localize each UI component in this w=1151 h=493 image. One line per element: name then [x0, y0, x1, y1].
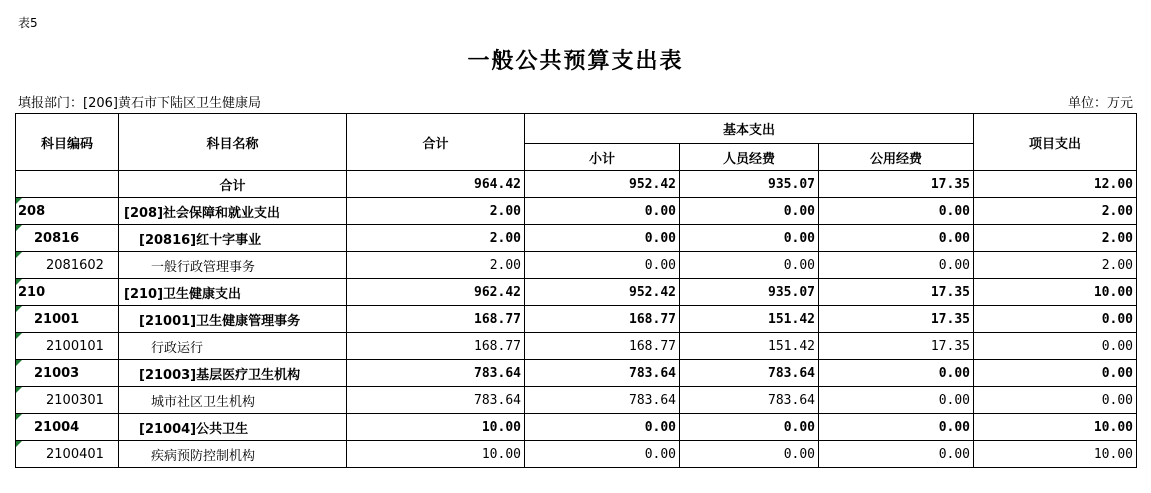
cell-personnel: 0.00	[680, 252, 819, 279]
table-row	[16, 252, 1137, 279]
cell-subtotal: 783.64	[525, 360, 680, 387]
cell-personnel: 151.42	[680, 333, 819, 360]
cell-project: 2.00	[974, 198, 1137, 225]
department-label: 填报部门：[206]黄石市下陆区卫生健康局	[18, 96, 261, 111]
cell-total: 964.42	[347, 171, 525, 198]
cell-project: 10.00	[974, 279, 1137, 306]
cell-project: 2.00	[974, 225, 1137, 252]
cell-public: 0.00	[819, 387, 974, 414]
header-basic: 基本支出	[525, 114, 974, 144]
page-title: 一般公共预算支出表	[467, 48, 684, 74]
cell-project: 2.00	[974, 252, 1137, 279]
unit-label: 单位：万元	[1067, 96, 1133, 111]
header-project: 项目支出	[974, 114, 1137, 171]
cell-name: [208]社会保障和就业支出	[119, 198, 347, 225]
cell-name: [20816]红十字事业	[119, 225, 347, 252]
cell-code: 21003	[16, 360, 119, 387]
cell-code: 2100401	[16, 441, 119, 468]
cell-public: 0.00	[819, 360, 974, 387]
table-row	[16, 306, 1137, 333]
cell-subtotal: 168.77	[525, 333, 680, 360]
cell-code: 21001	[16, 306, 119, 333]
cell-project: 12.00	[974, 171, 1137, 198]
cell-total: 10.00	[347, 414, 525, 441]
cell-subtotal: 952.42	[525, 279, 680, 306]
header-total: 合计	[347, 114, 525, 171]
cell-code: 210	[16, 279, 119, 306]
header-code: 科目编码	[16, 114, 119, 171]
cell-subtotal: 0.00	[525, 414, 680, 441]
cell-code: 2081602	[16, 252, 119, 279]
cell-subtotal: 0.00	[525, 225, 680, 252]
cell-total: 168.77	[347, 306, 525, 333]
table-row	[16, 225, 1137, 252]
cell-public: 0.00	[819, 414, 974, 441]
cell-project: 10.00	[974, 441, 1137, 468]
cell-total: 2.00	[347, 225, 525, 252]
cell-personnel: 783.64	[680, 387, 819, 414]
cell-public: 0.00	[819, 198, 974, 225]
cell-personnel: 935.07	[680, 279, 819, 306]
cell-personnel: 935.07	[680, 171, 819, 198]
cell-total: 168.77	[347, 333, 525, 360]
cell-subtotal: 0.00	[525, 441, 680, 468]
cell-personnel: 0.00	[680, 225, 819, 252]
cell-total: 10.00	[347, 441, 525, 468]
cell-name: 一般行政管理事务	[119, 252, 347, 279]
cell-public: 17.35	[819, 171, 974, 198]
table-row	[16, 333, 1137, 360]
table-tag: 表5	[18, 16, 38, 30]
cell-subtotal: 783.64	[525, 387, 680, 414]
budget-table	[15, 113, 1137, 468]
table-row	[16, 414, 1137, 441]
cell-public: 17.35	[819, 306, 974, 333]
cell-name: 行政运行	[119, 333, 347, 360]
cell-code: 20816	[16, 225, 119, 252]
header-subtotal: 小计	[525, 144, 680, 171]
cell-subtotal: 0.00	[525, 198, 680, 225]
header-public: 公用经费	[819, 144, 974, 171]
cell-code: 2100101	[16, 333, 119, 360]
table-row	[16, 360, 1137, 387]
cell-total: 2.00	[347, 252, 525, 279]
table-row	[16, 198, 1137, 225]
cell-personnel: 783.64	[680, 360, 819, 387]
cell-name: [21004]公共卫生	[119, 414, 347, 441]
cell-total: 783.64	[347, 387, 525, 414]
cell-name: [21001]卫生健康管理事务	[119, 306, 347, 333]
cell-project: 0.00	[974, 360, 1137, 387]
cell-name: 合计	[119, 171, 347, 198]
cell-name: [210]卫生健康支出	[119, 279, 347, 306]
cell-personnel: 151.42	[680, 306, 819, 333]
cell-code: 2100301	[16, 387, 119, 414]
cell-total: 783.64	[347, 360, 525, 387]
cell-personnel: 0.00	[680, 198, 819, 225]
cell-public: 17.35	[819, 333, 974, 360]
cell-code: 208	[16, 198, 119, 225]
cell-code: 21004	[16, 414, 119, 441]
header-personnel: 人员经费	[680, 144, 819, 171]
cell-project: 0.00	[974, 333, 1137, 360]
cell-name: [21003]基层医疗卫生机构	[119, 360, 347, 387]
cell-name: 城市社区卫生机构	[119, 387, 347, 414]
cell-personnel: 0.00	[680, 441, 819, 468]
table-row	[16, 387, 1137, 414]
table-row	[16, 279, 1137, 306]
cell-public: 0.00	[819, 441, 974, 468]
cell-code	[16, 171, 119, 198]
header-name: 科目名称	[119, 114, 347, 171]
cell-total: 2.00	[347, 198, 525, 225]
cell-public: 17.35	[819, 279, 974, 306]
cell-total: 962.42	[347, 279, 525, 306]
cell-project: 0.00	[974, 387, 1137, 414]
cell-subtotal: 952.42	[525, 171, 680, 198]
cell-public: 0.00	[819, 252, 974, 279]
table-row	[16, 441, 1137, 468]
cell-project: 0.00	[974, 306, 1137, 333]
cell-name: 疾病预防控制机构	[119, 441, 347, 468]
cell-public: 0.00	[819, 225, 974, 252]
table-row	[16, 171, 1137, 198]
cell-project: 10.00	[974, 414, 1137, 441]
cell-subtotal: 168.77	[525, 306, 680, 333]
cell-subtotal: 0.00	[525, 252, 680, 279]
cell-personnel: 0.00	[680, 414, 819, 441]
